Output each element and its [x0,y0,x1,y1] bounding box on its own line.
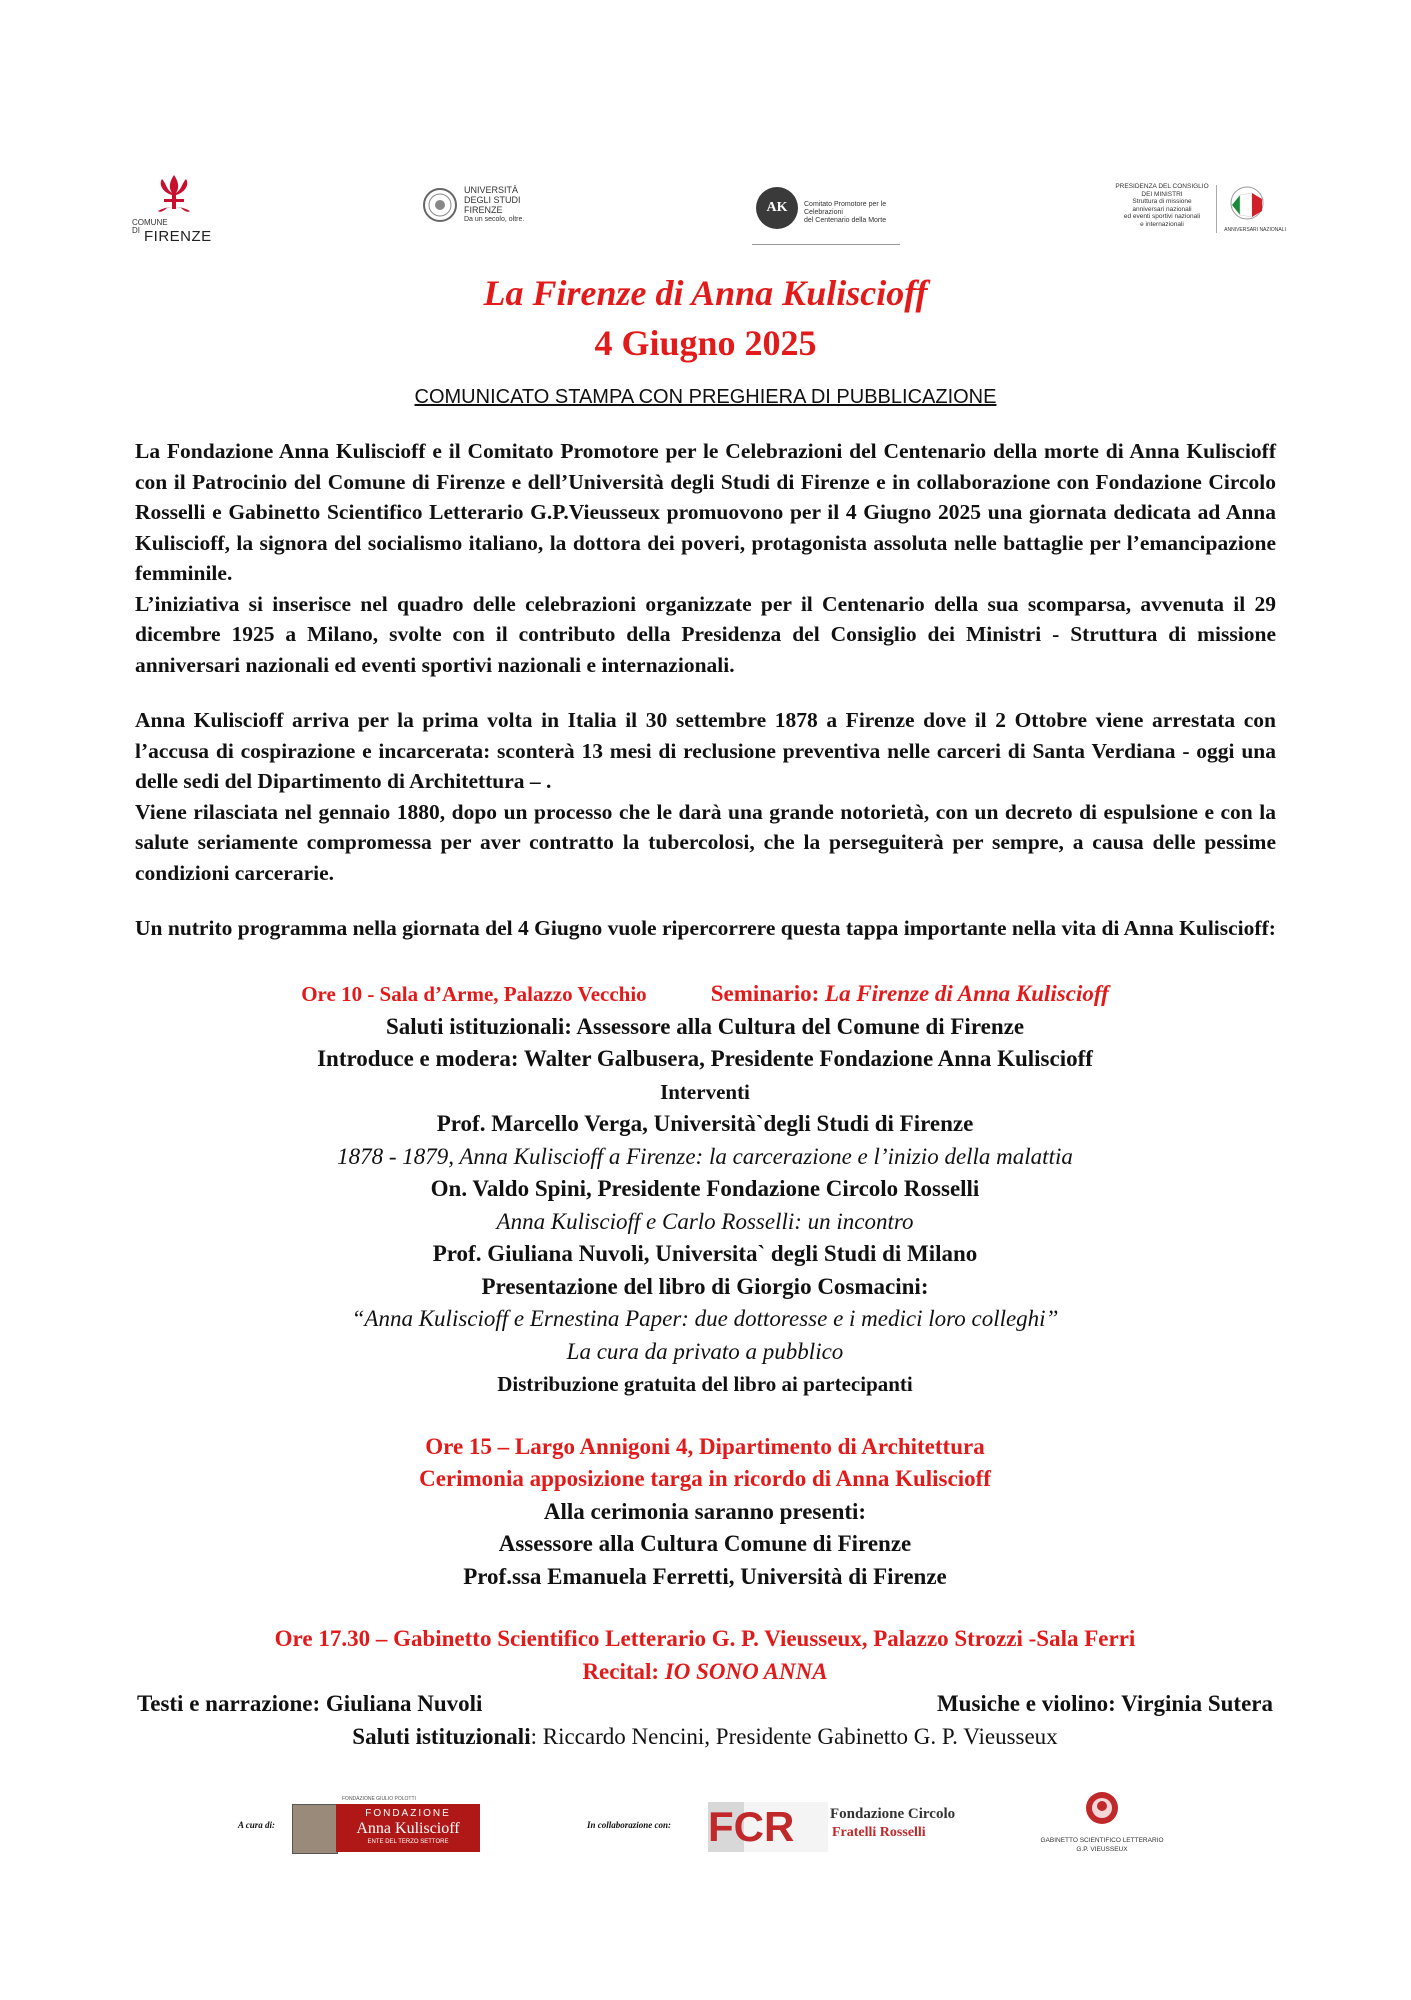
recital-greetings-label: Saluti istituzionali [352,1723,531,1749]
ceremony-time-place: Ore 15 – Largo Annigoni 4, Dipartimento di Architettura [425,1433,985,1459]
unifi-logo-text-1: UNIVERSITÀ [464,185,519,195]
fak-logo-line-3: ENTE DEL TERZO SETTORE [367,1839,449,1845]
recital-music-credit: Musiche e violino: Virginia Sutera [936,1691,1273,1716]
seminar-greetings: Saluti istituzionali: Assessore alla Cultura del Comune di Firenze [385,1013,1025,1039]
book-title: “Anna Kuliscioff e Ernestina Paper: due dottoresse e i medici loro colleghi” [351,1306,1059,1331]
giglio-icon [154,173,194,217]
fcr-logo [708,1802,978,1852]
vieusseux-logo-line-1: GABINETTO SCIENTIFICO LETTERARIO [1040,1837,1164,1844]
presidenza-logo-rule [1216,185,1217,233]
fak-logo-top: FONDAZIONE GIULIO POLOTTI [342,1796,416,1802]
unifi-logo [422,183,542,231]
paragraph-program-intro: Un nutrito programma nella giornata del 4 Giugno vuole ripercorrere questa tappa importante nella vita di Anna Kuliscioff: [135,916,1276,940]
seminar-title-prefix: Seminario: [710,981,826,1006]
comune-logo-text-2: DI [132,226,140,235]
comitato-logo-text-2: del Centenario della Morte [804,217,887,224]
seminar-time-place: Ore 10 - Sala d’Arme, Palazzo Vecchio [301,982,647,1006]
paragraph-release: Viene rilasciata nel gennaio 1880, dopo un processo che le darà una grande notorietà, con un decreto di espulsione e con la salute seriamente compromessa per aver contratto la tubercolosi, che la perseguiterà per sempre, a causa delle pessime condizioni carcerarie. [135,799,1276,885]
presidenza-logo-text-1: PRESIDENZA DEL CONSIGLIO [1115,183,1209,190]
ceremony-attendee-1: Assessore alla Cultura Comune di Firenze [498,1531,912,1556]
incollab-label: In collaborazione con: [587,1820,672,1830]
fcr-logo-line-1: Fondazione Circolo [830,1806,956,1822]
presidenza-consiglio-logo [1112,183,1292,243]
fcr-logo-mark: FCR [708,1802,828,1852]
presidenza-logo-text-4: anniversari nazionali [1132,205,1192,213]
recital-heading: Recital: IO SONO ANNA [582,1658,828,1684]
history-section [135,705,1276,888]
paragraph-context: L’iniziativa si inserisce nel quadro delle celebrazioni organizzate per il Centenario della sua scomparsa, avvenuta il 29 dicembre 1925 a Milano, svolte con il contributo della Presidenza del Consiglio dei Ministri - Struttura di missione anniversari nazionali ed eventi sportivi nazionali e internazionali. [135,591,1276,677]
comitato-logo [752,187,902,247]
comune-logo-text-1: COMUNE [132,218,168,227]
paragraph-arrest: Anna Kuliscioff arriva per la prima volta in Italia il 30 settembre 1878 a Firenze dove il 2 Ottobre viene arrestata con l’accusa di cospirazione e incarcerata: sconterà 13 mesi di reclusione preventiva nelle carceri di Santa Verdiana - oggi una delle sedi del Dipartimento di Architettura – . [135,708,1276,793]
unifi-logo-motto: Da un secolo, oltre. [464,216,525,223]
fak-logo-line-1: FONDAZIONE [365,1808,451,1819]
comune-logo-text-3: FIRENZE [144,228,212,245]
unifi-logo-text-3: FIRENZE [464,205,503,215]
recital-credits [120,1688,1290,1721]
press-release-heading: COMUNICATO STAMPA CON PREGHIERA DI PUBBLICAZIONE [414,386,997,408]
recital-greetings-text: : Riccardo Nencini, Presidente Gabinetto G. P. Vieusseux [530,1723,1058,1749]
recital-greetings [120,1721,1290,1754]
fondazione-kuliscioff-logo [292,1796,480,1856]
presidenza-logo-text-3: Struttura di missione [1132,198,1192,205]
vieusseux-logo [1032,1790,1172,1868]
book-presentation: Presentazione del libro di Giorgio Cosmacini: [481,1273,929,1299]
recital-label: Recital [582,1658,652,1684]
fak-logo-line-2: Anna Kuliscioff [356,1820,460,1837]
partner-logos-footer [0,1790,1411,1870]
comitato-logo-rule [752,244,900,245]
presidenza-logo-text-2: DEI MINISTRI [1141,190,1183,198]
book-distribution: Distribuzione gratuita del libro ai partecipanti [497,1372,913,1396]
seminar-moderator: Introduce e modera: Walter Galbusera, Presidente Fondazione Anna Kuliscioff [317,1046,1093,1071]
fcr-logo-line-2: Fratelli Rosselli [832,1825,926,1840]
paragraph-intro: La Fondazione Anna Kuliscioff e il Comitato Promotore per le Celebrazioni del Centenario della morte di Anna Kuliscioff con il Patrocinio del Comune di Firenze e dell’Università degli Studi di Firenze e in collaborazione con Fondazione Circolo Rosselli e Gabinetto Scientifico Letterario G.P.Vieusseux promuovono per il 4 Giugno 2025 una giornata dedicata ad Anna Kuliscioff, la signora del socialismo italiano, la dottora dei poveri, protagonista assoluta nelle battaglie per l’emancipazione femminile. [135,439,1276,585]
recital-title: IO SONO ANNA [664,1658,828,1684]
anniversari-logo-label: ANNIVERSARI NAZIONALI [1224,227,1286,233]
recital-narration-credit: Testi e narrazione: Giuliana Nuvoli [137,1691,483,1716]
event-date: 4 Giugno 2025 [594,323,817,363]
ceremony-attendee-2: Prof.ssa Emanuela Ferretti, Università di Firenze [463,1563,947,1589]
intro-section [135,436,1276,680]
ceremony-title: Cerimonia apposizione targa in ricordo di Anna Kuliscioff [419,1466,991,1491]
ceremony-attendees-label: Alla cerimonia saranno presenti: [543,1498,867,1524]
unifi-seal-icon [422,187,458,223]
recital-time-place: Ore 17.30 – Gabinetto Scientifico Letterario G. P. Vieusseux, Palazzo Strozzi -Sala Ferri [274,1626,1136,1651]
comitato-logo-text-1: Comitato Promotore per le Celebrazioni [804,201,887,216]
seminar-interventions-label: Interventi [660,1079,750,1104]
talk-verga: 1878 - 1879, Anna Kuliscioff a Firenze: la carcerazione e l’inizio della malattia [337,1143,1073,1169]
book-subtitle: La cura da privato a pubblico [566,1338,844,1364]
talk-spini: Anna Kuliscioff e Carlo Rosselli: un incontro [496,1208,914,1234]
comune-firenze-logo [132,173,212,248]
document-title: La Firenze di Anna Kuliscioff [483,273,928,313]
presidenza-logo-text-5: ed eventi sportivi nazionali [1123,213,1201,220]
vieusseux-logo-line-2: G.P. VIEUSSEUX [1076,1846,1128,1853]
fak-portrait-icon [292,1804,338,1854]
italian-flag-icon [1224,185,1270,225]
ak-monogram-icon: AK [756,187,798,229]
seminar-title: La Firenze di Anna Kuliscioff [825,981,1109,1006]
vieusseux-emblem-icon [1084,1790,1120,1832]
event-program [120,978,1290,1753]
partner-logos-header [0,165,1411,255]
speaker-spini: On. Valdo Spini, Presidente Fondazione Circolo Rosselli [430,1176,980,1201]
presidenza-logo-text-6: e internazionali [1140,220,1184,228]
program-intro-section [135,913,1276,944]
unifi-logo-text-2: DEGLI STUDI [464,195,521,205]
speaker-nuvoli: Prof. Giuliana Nuvoli, Universita` degli Studi di Milano [432,1241,978,1266]
acura-label: A cura di: [238,1820,276,1830]
speaker-verga: Prof. Marcello Verga, Università`degli Studi di Firenze [436,1111,974,1136]
seminar-heading [120,978,1290,1011]
